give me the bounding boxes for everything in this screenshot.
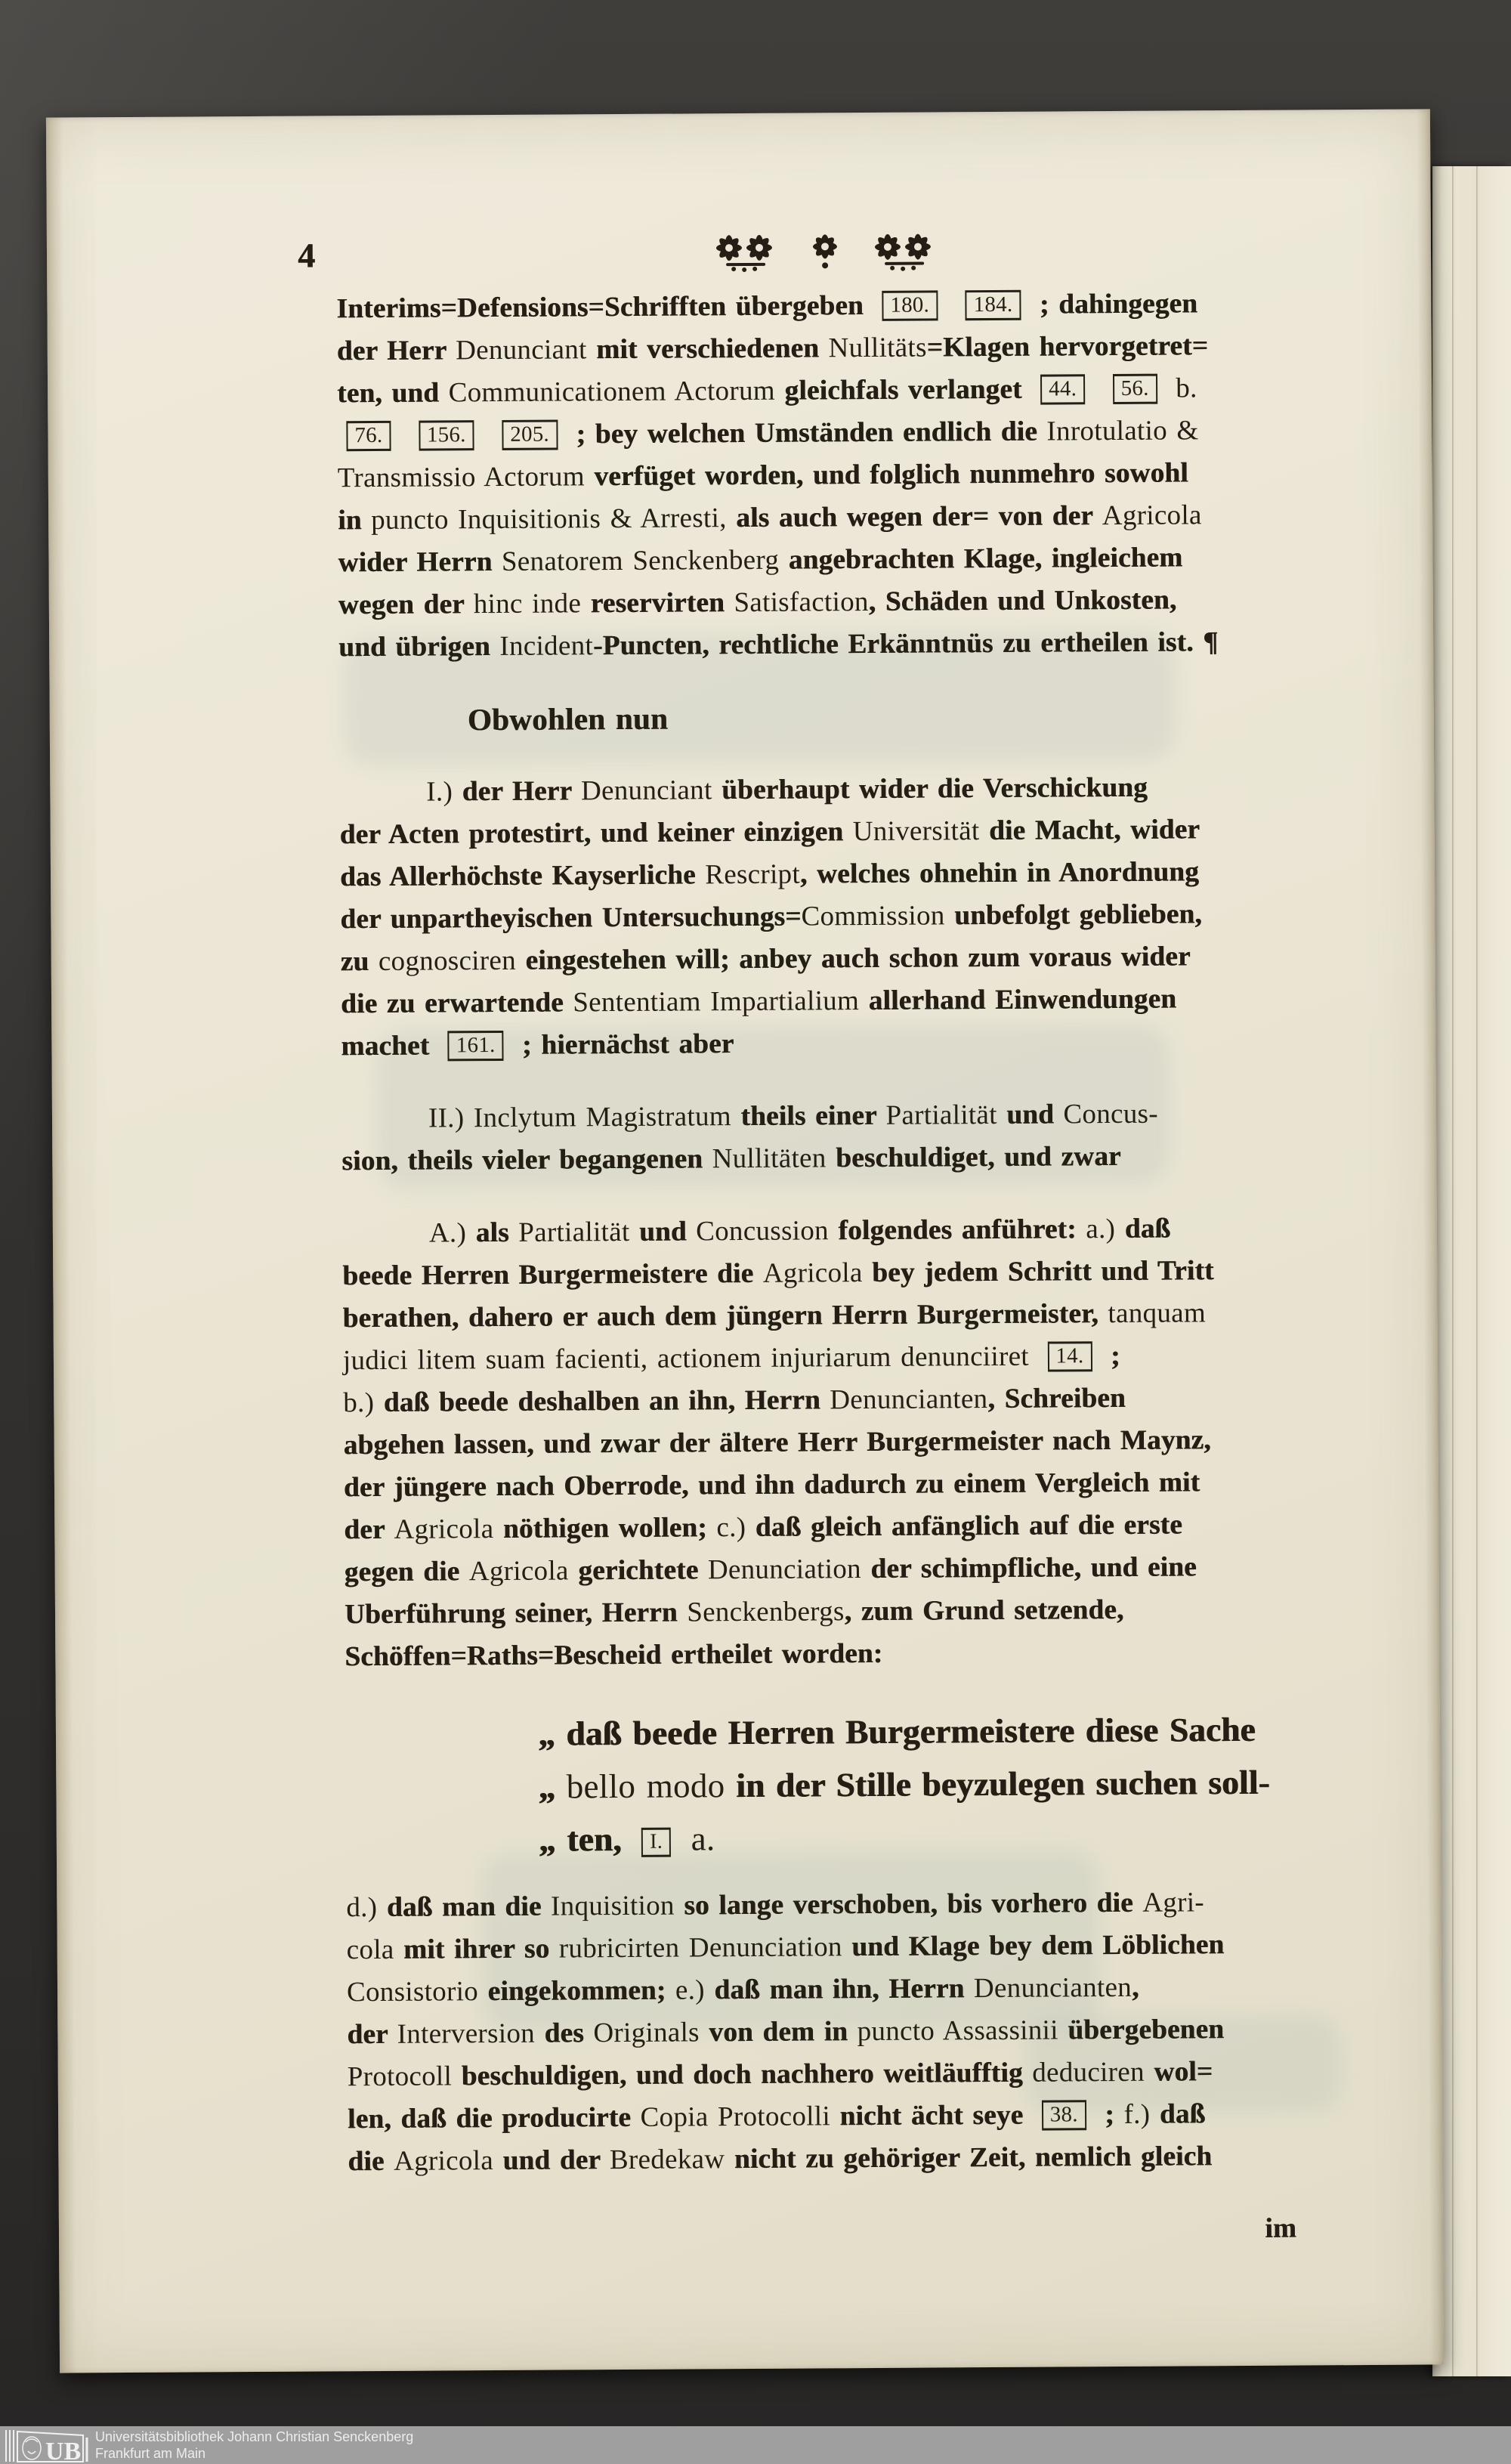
text-run: eingekommen; (477, 1974, 676, 2008)
text-run: daß man die (377, 1891, 552, 1923)
text-run: als (466, 1217, 519, 1249)
text-run: und (997, 1099, 1064, 1130)
text-run: Schöffen=Raths=Bescheid ertheilet worden: (345, 1637, 883, 1673)
text-run: Partialität (885, 1099, 997, 1131)
text-run: Nullitäts (828, 332, 927, 364)
text-run: Rescript (705, 858, 801, 891)
text-run: sion, theils vieler begangenen (341, 1143, 712, 1177)
scanned-page (46, 109, 1444, 2373)
text-run: bello modo (566, 1767, 725, 1806)
ub-logo-text: UB (45, 2438, 82, 2463)
text-run: Transmissio Actorum (337, 461, 585, 494)
text-run: Uberführung seiner, Herrn (344, 1597, 688, 1631)
text-run: rubricirten Denunciation (558, 1931, 842, 1965)
text-run: der Herr (453, 775, 582, 808)
text-line (345, 1755, 1407, 1815)
text-run: der jüngere nach Oberrode, und ihn dadurch zu einem Vergleich mit (343, 1467, 1200, 1504)
text-line (344, 1503, 1405, 1552)
book-page-stack-edge (1432, 166, 1511, 2376)
text-run: Senatorem Senckenberg (501, 544, 780, 577)
text-line (342, 1249, 1404, 1298)
citation-box: 156. (419, 420, 474, 451)
text-run: Partialität (518, 1216, 630, 1248)
text-line (343, 1334, 1404, 1383)
text-run: , welches ohnehin in Anordnung (799, 856, 1199, 890)
text-run: f.) (1123, 2098, 1151, 2130)
paragraph-point-d (346, 1881, 1409, 2184)
text-run: der schimpfliche, und eine (861, 1551, 1197, 1585)
text-run: das Allerhöchste Kayserliche (339, 859, 706, 893)
text-line (347, 2008, 1408, 2057)
text-run (464, 1102, 474, 1133)
ornament-row (697, 225, 953, 274)
citation-box: 161. (448, 1031, 504, 1062)
text-run: der Herr (336, 335, 456, 367)
text-run: Concussion (696, 1215, 830, 1247)
page-edge-crease (1476, 166, 1479, 2376)
text-run: len, daß die producirte (347, 2101, 641, 2135)
text-run: Originals (593, 2017, 700, 2049)
text-run: gleichfals verlanget (774, 373, 1032, 407)
text-run: Incident (499, 630, 594, 662)
text-line (340, 808, 1401, 857)
text-run (680, 1819, 691, 1857)
text-run (400, 420, 409, 451)
text-run: nicht ächt seye (830, 2099, 1033, 2132)
text-line (338, 451, 1399, 500)
text-line (337, 324, 1398, 373)
page-edge-crease (1452, 166, 1454, 2376)
text-run: Inrotulatio & (1046, 415, 1199, 447)
text-run: im (1265, 2212, 1297, 2244)
text-run: Bredekaw (609, 2144, 725, 2176)
text-run: hinc inde (473, 588, 582, 620)
text-run: Inclytum Magistratum (473, 1101, 732, 1134)
paragraph-intro-continuation (336, 282, 1400, 669)
text-run: Commission (801, 900, 945, 932)
text-run: beede Herren Burgermeistere die (342, 1257, 763, 1292)
citation-box: 205. (502, 419, 558, 450)
page-text (336, 282, 1410, 2256)
text-run: ; hiernächst aber (512, 1028, 734, 1061)
citation-box: 180. (882, 290, 938, 321)
text-line (339, 693, 1401, 742)
text-run: abgehen lassen, und zwar der ältere Herr Burgermeister nach Maynz, (343, 1424, 1211, 1461)
text-run: wegen der (338, 589, 474, 621)
text-run: Interims=Defensions=Schrifften übergeben (336, 289, 873, 325)
text-run: daß (1150, 2098, 1206, 2130)
text-run: verfüget worden, und folglich nunmehro sowohl (584, 457, 1188, 493)
text-line (338, 493, 1399, 543)
text-run: Agricola (394, 2145, 494, 2177)
library-city: Frankfurt am Main (95, 2446, 206, 2461)
text-run: ten, und (337, 377, 449, 410)
text-line (342, 1207, 1404, 1256)
text-line (348, 2135, 1409, 2184)
text-line (344, 1545, 1405, 1594)
text-run: zu (340, 945, 379, 978)
text-run: reservirten (580, 587, 734, 620)
citation-box: 56. (1113, 374, 1157, 405)
rosette-double-ornament-icon (711, 227, 780, 274)
citation-box: 76. (346, 421, 391, 452)
text-run: d.) (346, 1891, 378, 1924)
text-run: allerhand Einwendungen (858, 983, 1177, 1017)
text-run: als auch wegen der= von der (726, 500, 1102, 534)
text-run: Denuncianten (973, 1971, 1132, 2005)
text-run: übergebenen (1058, 2014, 1225, 2046)
text-run: Denunciation (707, 1554, 861, 1586)
text-line (338, 578, 1400, 627)
text-run: c.) (716, 1511, 746, 1544)
text-line (339, 765, 1401, 815)
text-run: a.) (1086, 1213, 1116, 1245)
text-run: und der (493, 2144, 610, 2177)
text-line (337, 366, 1398, 416)
text-line (340, 850, 1401, 899)
text-run: Agricola (468, 1555, 569, 1588)
text-run: daß (1115, 1213, 1171, 1245)
text-run: b. (1176, 373, 1197, 404)
text-line (348, 2050, 1409, 2099)
text-run: „ daß beede Herren Burgermeistere diese Sache (537, 1710, 1256, 1753)
text-run: wol= (1144, 2056, 1213, 2088)
text-run: und übrigen (338, 630, 500, 663)
text-run: Agricola (394, 1513, 494, 1545)
text-line (343, 1376, 1404, 1425)
paragraph-block-quote (345, 1702, 1407, 1868)
citation-box: 44. (1040, 374, 1085, 405)
text-run: a. (691, 1819, 715, 1858)
text-run: b.) (343, 1387, 375, 1419)
text-run (947, 289, 956, 320)
text-line (345, 1630, 1406, 1679)
text-run: Denunciant (456, 334, 587, 366)
text-line (346, 1881, 1407, 1930)
text-run: der unpartheyischen Untersuchungs= (340, 901, 802, 935)
text-run: tanquam (1108, 1297, 1207, 1330)
text-run: der (347, 2018, 397, 2051)
text-run: folgendes anführet: (828, 1213, 1086, 1247)
library-footer-bar (0, 2426, 1511, 2464)
text-run: -Puncten, rechtliche Erkänntnüs zu ertheilen ist. ¶ (592, 626, 1219, 662)
text-run: beschuldiget, und zwar (826, 1140, 1121, 1174)
text-run (484, 419, 493, 450)
text-line (348, 2207, 1410, 2256)
text-run: angebrachten Klage, ingleichem (779, 542, 1183, 576)
text-run: die zu erwartende (340, 987, 573, 1020)
text-run: überhaupt wider die Verschickung (712, 771, 1148, 806)
text-run: der (344, 1513, 394, 1546)
text-run: wider Herrn (338, 546, 502, 579)
text-run (1029, 1341, 1039, 1372)
text-run: e.) (675, 1974, 705, 2006)
library-name: Universitätsbibliothek Johann Christian Senckenberg (95, 2429, 414, 2444)
text-run: Agri- (1142, 1887, 1205, 1918)
text-line (340, 892, 1401, 941)
text-run: Denuncianten (830, 1383, 988, 1416)
text-run: ; (1095, 2098, 1124, 2131)
text-run: daß gleich anfänglich auf die erste (746, 1509, 1183, 1543)
text-run: in der Stille beyzulegen suchen soll- (725, 1763, 1270, 1805)
paragraph-point-two (341, 1092, 1404, 1183)
text-run: die (348, 2145, 394, 2178)
text-run: und Klage bey dem Löblichen (842, 1929, 1225, 1963)
text-run: Denunciant (580, 774, 712, 807)
text-run: „ (538, 1767, 567, 1806)
text-run: berathen, dahero er auch dem jüngern Herrn Burgermeister, (342, 1298, 1108, 1334)
text-run: I.) (426, 776, 453, 808)
citation-box: 184. (966, 290, 1021, 321)
text-run: des (534, 2017, 594, 2049)
text-run: II.) (428, 1102, 465, 1134)
text-run: daß man ihn, Herrn (704, 1973, 975, 2006)
catchword (348, 2207, 1410, 2256)
text-run: der Acten protestirt, und keiner einzigen (339, 816, 853, 851)
text-run: cola (346, 1934, 394, 1966)
text-run: , Schreiben (987, 1382, 1126, 1415)
text-run: Protocoll (347, 2061, 453, 2093)
text-line (341, 1134, 1403, 1183)
text-run: gegen die (344, 1556, 469, 1588)
text-run: „ ten, (538, 1819, 633, 1859)
text-line (346, 1808, 1407, 1868)
text-run: , Schäden und Unkosten, (868, 584, 1177, 617)
text-run: bey jedem Schritt und Tritt (862, 1255, 1214, 1289)
text-run: und (629, 1216, 697, 1247)
text-run: =Klagen hervorgetret= (926, 330, 1209, 363)
text-run: Inquisition (550, 1890, 675, 1922)
text-line (341, 1092, 1403, 1141)
text-run: eingestehen will; anbey auch schon zum voraus wider (515, 941, 1191, 976)
text-line (345, 1588, 1406, 1637)
text-line (344, 1461, 1405, 1510)
text-run: , zum Grund setzende, (844, 1594, 1124, 1628)
text-line (347, 1965, 1408, 2014)
text-run: Universität (852, 815, 980, 848)
text-run: puncto Inquisitionis & Arresti, (371, 502, 727, 536)
text-run: Consistorio (346, 1976, 479, 2008)
text-run: machet (341, 1030, 439, 1062)
text-line (342, 1291, 1404, 1340)
text-line (343, 1418, 1404, 1467)
text-run: ; bey welchen Umständen endlich die (566, 416, 1047, 450)
text-run: nicht zu gehöriger Zeit, nemlich gleich (725, 2141, 1213, 2175)
text-run: Agricola (1102, 499, 1202, 532)
page-number: 4 (297, 236, 316, 275)
text-run: Communicationem Actorum (448, 375, 776, 409)
text-run: unbefolgt geblieben, (944, 898, 1202, 932)
rosette-double-ornament-icon (870, 225, 939, 273)
text-run: puncto Assassinii (857, 2014, 1058, 2048)
text-run: mit ihrer so (394, 1933, 559, 1965)
text-run: beschuldigen, und doch nachhero weitläufftig (451, 2057, 1033, 2092)
text-line (341, 1019, 1402, 1068)
text-run: deduciren (1032, 2056, 1145, 2088)
heading-obwohlen-nun (339, 693, 1401, 742)
paragraph-point-a (342, 1207, 1407, 1679)
citation-box: 38. (1042, 2100, 1086, 2131)
text-run: Senckenbergs (687, 1596, 845, 1628)
text-run: cognosciren (378, 944, 517, 977)
footer-text (95, 2428, 413, 2462)
text-run: Sententiam Impartialium (573, 985, 860, 1019)
text-run: mit verschiedenen (586, 332, 829, 366)
text-run (1094, 373, 1104, 404)
text-run: A.) (428, 1217, 467, 1249)
text-run: gerichtete (568, 1554, 709, 1587)
text-run: daß beede deshalben an ihn, Herrn (374, 1384, 830, 1419)
text-line (337, 409, 1398, 458)
text-line (338, 536, 1399, 585)
ub-library-logo-icon (5, 2428, 92, 2463)
text-line (341, 935, 1402, 984)
text-run: Obwohlen nun (467, 700, 669, 737)
citation-box: I. (641, 1828, 671, 1858)
text-run: Interversion (397, 2017, 536, 2050)
text-line (336, 282, 1398, 331)
paragraph-point-one (339, 765, 1402, 1068)
rosette-single-ornament-icon (806, 226, 844, 273)
text-run: theils einer (731, 1099, 886, 1133)
text-run: in (338, 505, 372, 536)
text-run: Satisfaction (734, 586, 869, 619)
text-run: nöthigen wollen; (493, 1512, 717, 1545)
text-run: die Macht, wider (979, 814, 1200, 847)
text-line (345, 1702, 1407, 1762)
text-run: so lange verschoben, bis vorhero die (674, 1887, 1143, 1921)
text-run: Agricola (762, 1257, 863, 1289)
text-line (347, 1923, 1408, 1972)
text-run: judici litem suam facienti, actionem injuriarum denunciiret (342, 1340, 1030, 1377)
text-line (341, 977, 1402, 1026)
text-run: , (1131, 1971, 1139, 2003)
text-run: ; (1101, 1340, 1120, 1372)
text-run: Copia Protocolli (640, 2101, 831, 2133)
citation-box: 14. (1047, 1341, 1092, 1372)
text-line (348, 2092, 1409, 2141)
text-run: Nullitäten (712, 1142, 827, 1175)
text-run: Concus- (1063, 1098, 1159, 1130)
text-line (338, 620, 1400, 669)
text-run (1166, 373, 1176, 403)
text-run: von dem in (699, 2016, 857, 2048)
text-run: ; dahingegen (1030, 288, 1198, 320)
